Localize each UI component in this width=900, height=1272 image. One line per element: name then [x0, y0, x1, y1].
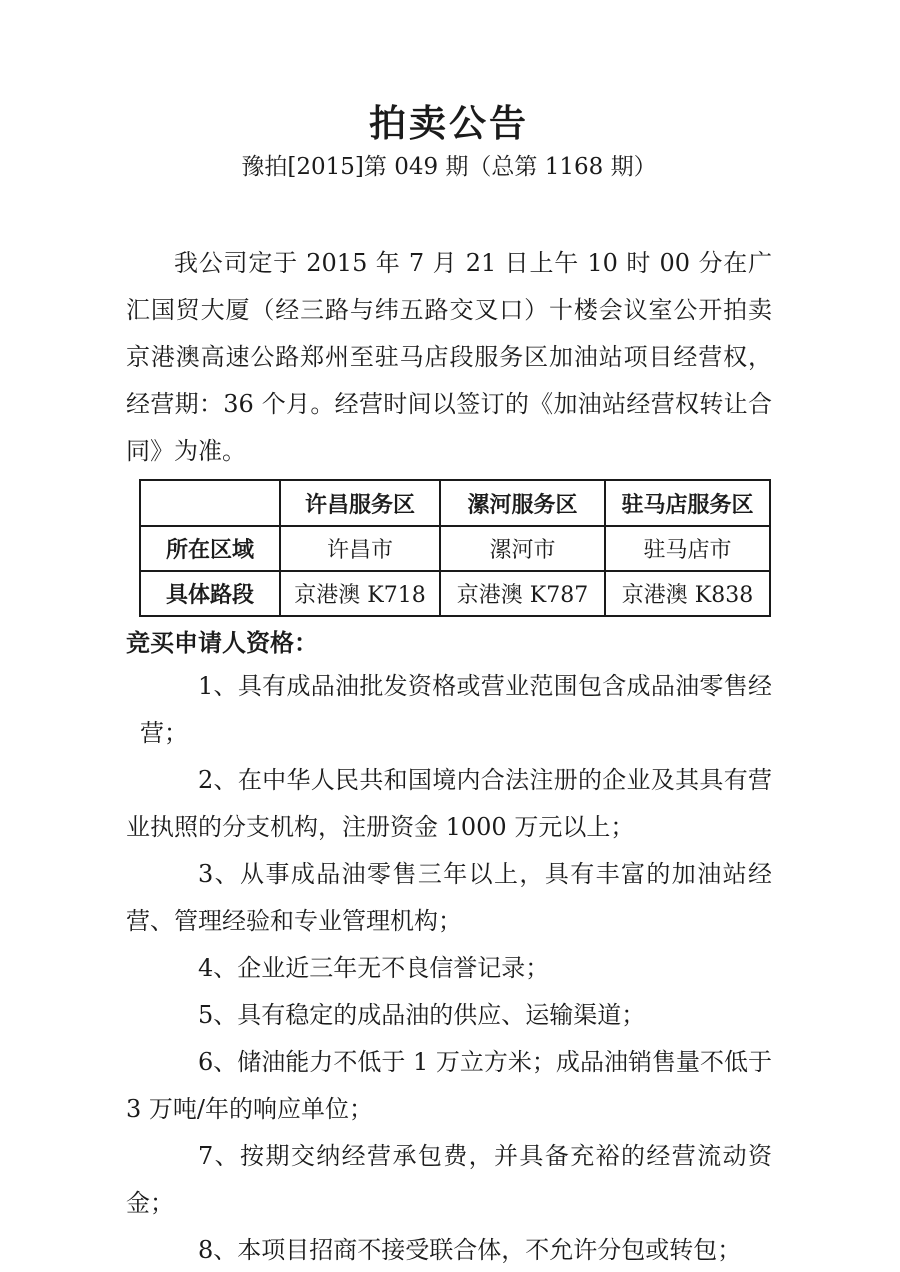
- table-cell: 京港澳 K787: [440, 571, 605, 616]
- qualification-item: 8、本项目招商不接受联合体，不允许分包或转包；: [198, 1236, 742, 1264]
- qualifications-heading: 竞买申请人资格：: [126, 628, 318, 657]
- page-subtitle: 豫拍[2015]第 049 期（总第 1168 期）: [241, 154, 657, 180]
- page-title: 拍卖公告: [369, 101, 529, 145]
- qualification-item: 1、具有成品油批发资格或营业范围包含成品油零售经营；: [140, 672, 772, 747]
- qualification-item: 3、从事成品油零售三年以上，具有丰富的加油站经营、管理经验和专业管理机构；: [126, 860, 772, 935]
- table-row-label: 所在区域: [140, 526, 280, 571]
- qualification-item: 5、具有稳定的成品油的供应、运输渠道；: [198, 1001, 646, 1029]
- table-header-cell: 驻马店服务区: [605, 480, 770, 526]
- table-header-cell: 漯河服务区: [440, 480, 605, 526]
- table-cell: 京港澳 K718: [280, 571, 440, 616]
- intro-paragraph: 我公司定于 2015 年 7 月 21 日上午 10 时 00 分在广汇国贸大厦（经三路与纬五路交叉口）十楼会议室公开拍卖京港澳高速公路郑州至驻马店段服务区加油站项目经营权，经营期：36 个月。经营时间以签订的《加油站经营权转让合同》为准。: [126, 249, 772, 465]
- qualification-item: 4、企业近三年无不良信誉记录；: [198, 954, 550, 982]
- qualification-item: 7、按期交纳经营承包费，并具备充裕的经营流动资金；: [126, 1142, 772, 1217]
- table-cell: 京港澳 K838: [605, 571, 770, 616]
- table-row: [140, 571, 770, 616]
- table-cell: 许昌市: [280, 526, 440, 571]
- service-area-table: [139, 479, 771, 617]
- table-corner-cell: [140, 480, 280, 526]
- table-header-row: [140, 480, 770, 526]
- table-cell: 驻马店市: [605, 526, 770, 571]
- qualification-item: 6、储油能力不低于 1 万立方米；成品油销售量不低于 3 万吨/年的响应单位；: [126, 1048, 772, 1123]
- table-row: [140, 526, 770, 571]
- table-row-label: 具体路段: [140, 571, 280, 616]
- table-cell: 漯河市: [440, 526, 605, 571]
- qualification-item: 2、在中华人民共和国境内合法注册的企业及其具有营业执照的分支机构，注册资金 1000 万元以上；: [126, 766, 772, 841]
- table-header-cell: 许昌服务区: [280, 480, 440, 526]
